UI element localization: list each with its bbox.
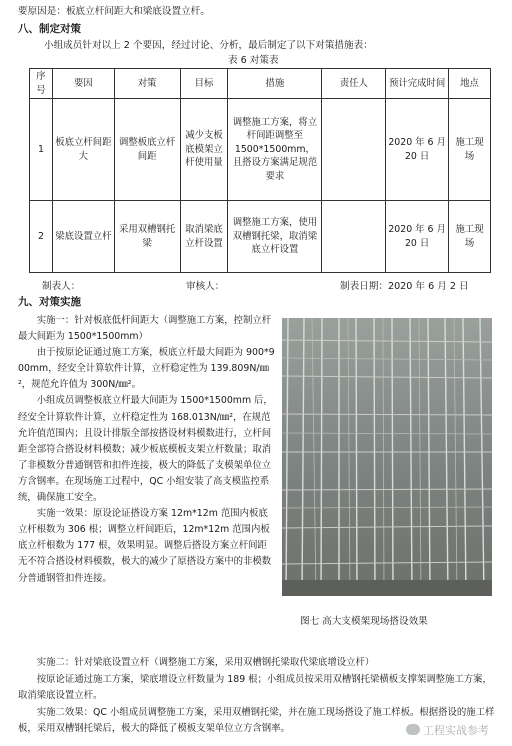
row-place: 施工现场 <box>449 201 491 273</box>
top-line: 要原因是：板底立杆间距大和梁底设置立杆。 <box>18 6 210 17</box>
table-row <box>30 99 491 201</box>
header-cell: 责任人 <box>322 69 386 99</box>
row-action: 调整施工方案，使用双槽钢托梁，取消梁底立杆设置 <box>228 201 322 273</box>
row-measure: 采用双槽钢托梁 <box>114 201 180 273</box>
row-number: 2 <box>30 201 53 273</box>
row-measure: 调整板底立杆间距 <box>114 99 180 201</box>
row-target: 取消梁底立杆设置 <box>180 201 228 273</box>
row-date: 2020 年 6 月 20 日 <box>386 99 449 201</box>
watermark-text: 工程实战参考 <box>423 724 489 737</box>
header-cell: 地点 <box>449 69 491 99</box>
sign-maker: 制表人： <box>42 281 81 292</box>
header-cell: 要因 <box>52 69 114 99</box>
section-8-heading: 八、制定对策 <box>18 23 81 35</box>
table-caption: 表 6 对策表 <box>228 55 279 66</box>
header-cell: 预计完成时间 <box>386 69 449 99</box>
table-row <box>30 201 491 273</box>
header-cell: 目标 <box>180 69 228 99</box>
row-cause: 板底立杆间距大 <box>52 99 114 201</box>
paragraph: 实施一效果：原设论证搭设方案 12m*12m 范围内板底立杆根数为 306 根；调整立杆间距后，12m*12m 范围内板底立杆根数为 177 根，效果明显。调整后搭设方案立杆间距无不符合搭设材料模数，极大的减少了原搭设方案中的非模数分普通钢管扣件连接。 <box>18 508 272 584</box>
countermeasure-table <box>29 68 491 273</box>
row-date: 2020 年 6 月 20 日 <box>386 201 449 273</box>
row-action: 调整施工方案，将立杆间距调整至 1500*1500mm，且搭设方案满足规范要求 <box>228 99 322 201</box>
paragraph: 按原论证通过施工方案，梁底增设立杆数量为 189 根；小组成员按采用双槽钢托梁横板支撑架调整施工方案，取消梁底设置立杆。 <box>18 673 492 701</box>
row-owner <box>322 201 386 273</box>
implementation-text-left <box>18 313 276 587</box>
row-owner <box>322 99 386 201</box>
paragraph: 实施二效果：QC 小组成员调整施工方案，采用双槽钢托梁，并在施工现场搭设了施工样板。根据搭设的施工样板，采用双槽钢托梁后，极大的降低了模板支架单位立方含钢率。 <box>18 706 495 734</box>
header-cell: 序号 <box>30 69 53 99</box>
table-header-row <box>30 69 491 99</box>
watermark <box>406 722 489 738</box>
header-cell: 措施 <box>228 69 322 99</box>
row-number: 1 <box>30 99 53 201</box>
paragraph: 小组成员调整板底立杆最大间距为 1500*1500mm 后，经安全计算软件计算，立杆稳定性为 168.013N/㎜²，在规范允许值范围内；且设计排版全部按搭设材料模数进行，立杆间距全部符合搭设材料模数；减少板底模板支架立杆数量；取消了非模数分普通钢管和扣件连接，极大的降低了支模架单位立方含钢率。在现场施工过程中，QC 小组安装了高支模监控系统，确保施工安全。 <box>18 395 273 504</box>
row-place: 施工现场 <box>449 99 491 201</box>
paragraph: 实施二：针对梁底设置立杆（调整施工方案，采用双槽钢托梁取代梁底增设立杆） <box>36 657 375 668</box>
row-target: 减少支板底模架立杆使用量 <box>180 99 228 201</box>
sign-date: 制表日期：2020 年 6 月 2 日 <box>340 281 469 292</box>
section-9-heading: 九、对策实施 <box>18 296 81 308</box>
sign-reviewer: 审核人： <box>186 281 225 292</box>
row-cause: 梁底设置立杆 <box>52 201 114 273</box>
paragraph: 由于按原论证通过施工方案，板底立杆最大间距为 900*900mm，经安全计算软件计算，立杆稳定性为 139.809N/㎜²，规范允许值为 300N/㎜²。 <box>18 347 275 391</box>
photo-caption: 图七 高大支模架现场搭设效果 <box>300 616 428 627</box>
section-8-intro: 小组成员针对以上 2 个要因，经过讨论、分析，最后制定了以下对策措施表： <box>44 40 373 51</box>
paragraph: 实施一：针对板底低杆间距大（调整施工方案，控制立杆最大间距为 1500*1500mm） <box>18 315 272 343</box>
scaffolding-photo <box>282 318 492 596</box>
wechat-icon <box>406 724 420 735</box>
header-cell: 对策 <box>114 69 180 99</box>
